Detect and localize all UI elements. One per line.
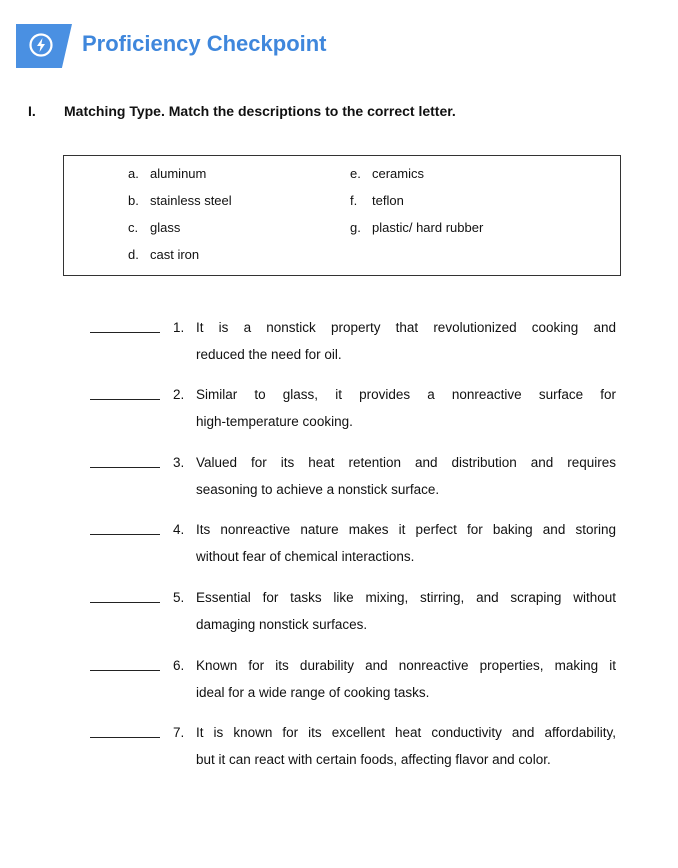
item-number: 7.: [173, 725, 185, 740]
item-text-line1: Its nonreactive nature makes it perfect for baking and storing: [196, 522, 616, 537]
choices-box: [63, 155, 621, 276]
item-text-line1: It is known for its excellent heat conductivity and affordability,: [196, 725, 616, 740]
item-text-line1: Valued for its heat retention and distribution and requires: [196, 455, 616, 470]
choice-text: ceramics: [372, 166, 425, 181]
lightning-icon: [28, 32, 54, 58]
choice-d: [128, 247, 199, 262]
choice-a: [128, 166, 206, 181]
item-number: 1.: [173, 320, 185, 335]
choice-letter: e.: [350, 166, 361, 181]
section-instruction: Matching Type. Match the descriptions to the correct letter.: [64, 103, 456, 119]
choice-text: cast iron: [150, 247, 200, 262]
choice-text: plastic/ hard rubber: [372, 220, 484, 235]
choice-letter: f.: [350, 193, 358, 208]
item-text-line2: without fear of chemical interactions.: [196, 549, 415, 564]
item-number: 3.: [173, 455, 185, 470]
section-number: I.: [28, 103, 36, 119]
item-text-line2: ideal for a wide range of cooking tasks.: [196, 685, 430, 700]
item-text-line2: seasoning to achieve a nonstick surface.: [196, 482, 440, 497]
page-title: Proficiency Checkpoint: [82, 31, 327, 56]
item-text-line2: but it can react with certain foods, affecting flavor and color.: [196, 752, 551, 767]
item-number: 5.: [173, 590, 185, 605]
choice-letter: a.: [128, 166, 139, 181]
answer-blank[interactable]: [90, 737, 160, 738]
choice-b: [128, 193, 232, 208]
choice-e: [350, 166, 424, 181]
choice-text: aluminum: [150, 166, 207, 181]
choice-f: [350, 193, 404, 208]
choice-letter: b.: [128, 193, 139, 208]
item-text-line1: Essential for tasks like mixing, stirring, and scraping without: [196, 590, 616, 605]
item-number: 4.: [173, 522, 185, 537]
choice-text: stainless steel: [150, 193, 232, 208]
item-number: 6.: [173, 658, 185, 673]
choice-text: glass: [150, 220, 181, 235]
item-text-line2: damaging nonstick surfaces.: [196, 617, 368, 632]
answer-blank[interactable]: [90, 332, 160, 333]
answer-blank[interactable]: [90, 399, 160, 400]
choice-letter: g.: [350, 220, 361, 235]
answer-blank[interactable]: [90, 534, 160, 535]
choice-text: teflon: [372, 193, 404, 208]
choice-letter: c.: [128, 220, 139, 235]
answer-blank[interactable]: [90, 467, 160, 468]
item-number: 2.: [173, 387, 185, 402]
item-text-line1: Known for its durability and nonreactive properties, making it: [196, 658, 616, 673]
answer-blank[interactable]: [90, 602, 160, 603]
choice-letter: d.: [128, 247, 139, 262]
item-text-line1: It is a nonstick property that revolutionized cooking and: [196, 320, 616, 335]
item-text-line1: Similar to glass, it provides a nonreactive surface for: [196, 387, 616, 402]
choice-c: [128, 220, 180, 235]
choice-g: [350, 220, 483, 235]
item-text-line2: reduced the need for oil.: [196, 347, 342, 362]
answer-blank[interactable]: [90, 670, 160, 671]
item-text-line2: high-temperature cooking.: [196, 414, 353, 429]
